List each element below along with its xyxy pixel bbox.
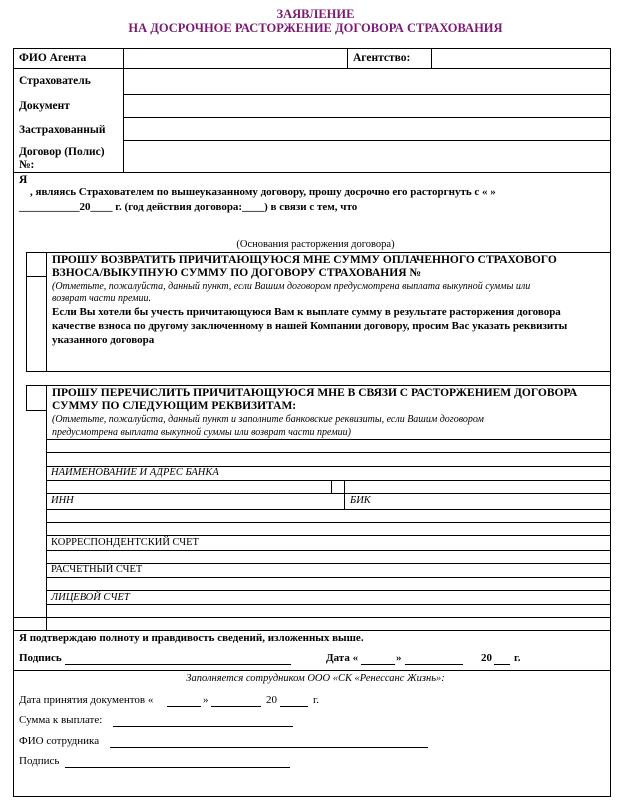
employee-label: ФИО сотрудника	[19, 735, 100, 747]
option1-heading-line1: ПРОШУ ВОЗВРАТИТЬ ПРИЧИТАЮЩУЮСЯ МНЕ СУММУ ОПЛАЧЕННОГО СТРАХОВОГО	[52, 254, 557, 266]
staff-signature-field[interactable]	[65, 767, 290, 768]
date-year: 20	[481, 652, 492, 664]
option1-text-line1: Если Вы хотели бы учесть причитающуюся Вам к выплате сумму в результате расторжения договора	[52, 306, 561, 318]
option1-checkbox[interactable]	[28, 254, 45, 275]
employee-name-field[interactable]	[110, 747, 428, 748]
form-title-line2: НА ДОСРОЧНОЕ РАСТОРЖЕНИЕ ДОГОВОРА СТРАХОВАНИЯ	[128, 21, 503, 35]
signature-label: Подпись	[19, 652, 62, 664]
option2-note-line2: предусмотрена выплата выкупной суммы или возврат части премии)	[52, 427, 351, 438]
current-account-label: РАСЧЕТНЫЙ СЧЕТ	[51, 564, 143, 575]
contract-number-field[interactable]	[125, 142, 608, 171]
statement-line2: ___________20____ г. (год действия договора:____) в связи с тем, что	[19, 201, 358, 213]
grounds-caption: (Основания расторжения договора)	[236, 239, 395, 250]
option1-contract-details-field[interactable]	[48, 348, 608, 370]
bik-label: БИК	[350, 495, 371, 506]
form-title-line1: ЗАЯВЛЕНИЕ	[276, 7, 355, 21]
statement-i: Я	[19, 174, 28, 186]
date-year-field[interactable]	[494, 664, 510, 665]
signature-field[interactable]	[65, 664, 291, 665]
date-suffix: г.	[514, 652, 521, 664]
accept-date-year-field[interactable]	[280, 706, 308, 707]
option1-heading-line2: ВЗНОСА/ВЫКУПНУЮ СУММУ ПО ДОГОВОРУ СТРАХОВАНИЯ №	[52, 267, 421, 279]
staff-section-divider	[13, 670, 611, 671]
date-label: Дата «	[326, 652, 359, 664]
insured-label: Застрахованный	[19, 124, 106, 136]
staff-caption: Заполняется сотрудником ООО «СК «Ренессанс Жизнь»:	[186, 673, 445, 684]
amount-label: Сумма к выплате:	[19, 714, 103, 726]
bik-field[interactable]	[346, 482, 608, 492]
accept-date-year: 20	[266, 694, 277, 706]
option2-heading-line2: СУММУ ПО СЛЕДУЮЩИМ РЕКВИЗИТАМ:	[52, 400, 297, 412]
document-field[interactable]	[125, 96, 608, 116]
current-account-field[interactable]	[48, 552, 608, 562]
agent-name-field[interactable]	[125, 50, 345, 67]
bank-name-label: НАИМЕНОВАНИЕ И АДРЕС БАНКА	[51, 467, 219, 478]
staff-signature-label: Подпись	[19, 755, 60, 767]
corr-account-field[interactable]	[48, 511, 608, 534]
option2-checkbox[interactable]	[28, 387, 45, 409]
inn-label: ИНН	[51, 495, 74, 506]
personal-account-label: ЛИЦЕВОЙ СЧЕТ	[51, 592, 130, 603]
option1-text-line3: указанного договора	[52, 334, 155, 346]
confirmation-text: Я подтверждаю полноту и правдивость сведений, изложенных выше.	[19, 632, 364, 644]
accept-date-month-field[interactable]	[211, 706, 261, 707]
option2-heading-line1: ПРОШУ ПЕРЕЧИСЛИТЬ ПРИЧИТАЮЩУЮСЯ МНЕ В СВЯЗИ С РАСТОРЖЕНИЕМ ДОГОВОРА	[52, 387, 578, 399]
agency-field[interactable]	[433, 50, 608, 67]
statement-line1: , являясь Страхователем по вышеуказанному договору, прошу досрочно его расторгнуть с « »	[30, 186, 496, 198]
accept-date-mid: »	[203, 694, 209, 706]
insured-field[interactable]	[125, 119, 608, 139]
agency-label: Агентство:	[353, 52, 411, 64]
inn-field[interactable]	[48, 482, 330, 492]
accept-date-suffix: г.	[313, 694, 320, 706]
contract-label-line2: №:	[19, 159, 35, 171]
bank-name-field[interactable]	[48, 441, 608, 465]
amount-field[interactable]	[113, 726, 293, 727]
accept-date-label: Дата принятия документов «	[19, 694, 154, 706]
date-mid: »	[396, 652, 402, 664]
option1-note-line2: возврат части премии.	[52, 293, 152, 304]
contract-label-line1: Договор (Полис)	[19, 146, 105, 158]
accept-date-day-field[interactable]	[167, 706, 201, 707]
option2-note-line1: (Отметьте, пожалуйста, данный пункт и заполните банковские реквизиты, если Вашим договором	[52, 414, 484, 425]
option1-note-line1: (Отметьте, пожалуйста, данный пункт, если Вашим договором предусмотрена выплата выкупной суммы или	[52, 281, 531, 292]
date-day-field[interactable]	[361, 664, 395, 665]
personal-account-field[interactable]	[48, 579, 608, 589]
policyholder-field[interactable]	[125, 70, 608, 93]
option1-text-line2: качестве взноса по другому заключенному в нашей Компании договору, просим Вас указать реквизиты	[52, 320, 568, 332]
document-label: Документ	[19, 100, 70, 112]
policyholder-label: Страхователь	[19, 75, 91, 87]
corr-account-label: КОРРЕСПОНДЕНТСКИЙ СЧЕТ	[51, 537, 199, 548]
termination-reason-field[interactable]	[15, 215, 608, 237]
date-month-field[interactable]	[405, 664, 463, 665]
agent-name-label: ФИО Агента	[19, 52, 87, 64]
